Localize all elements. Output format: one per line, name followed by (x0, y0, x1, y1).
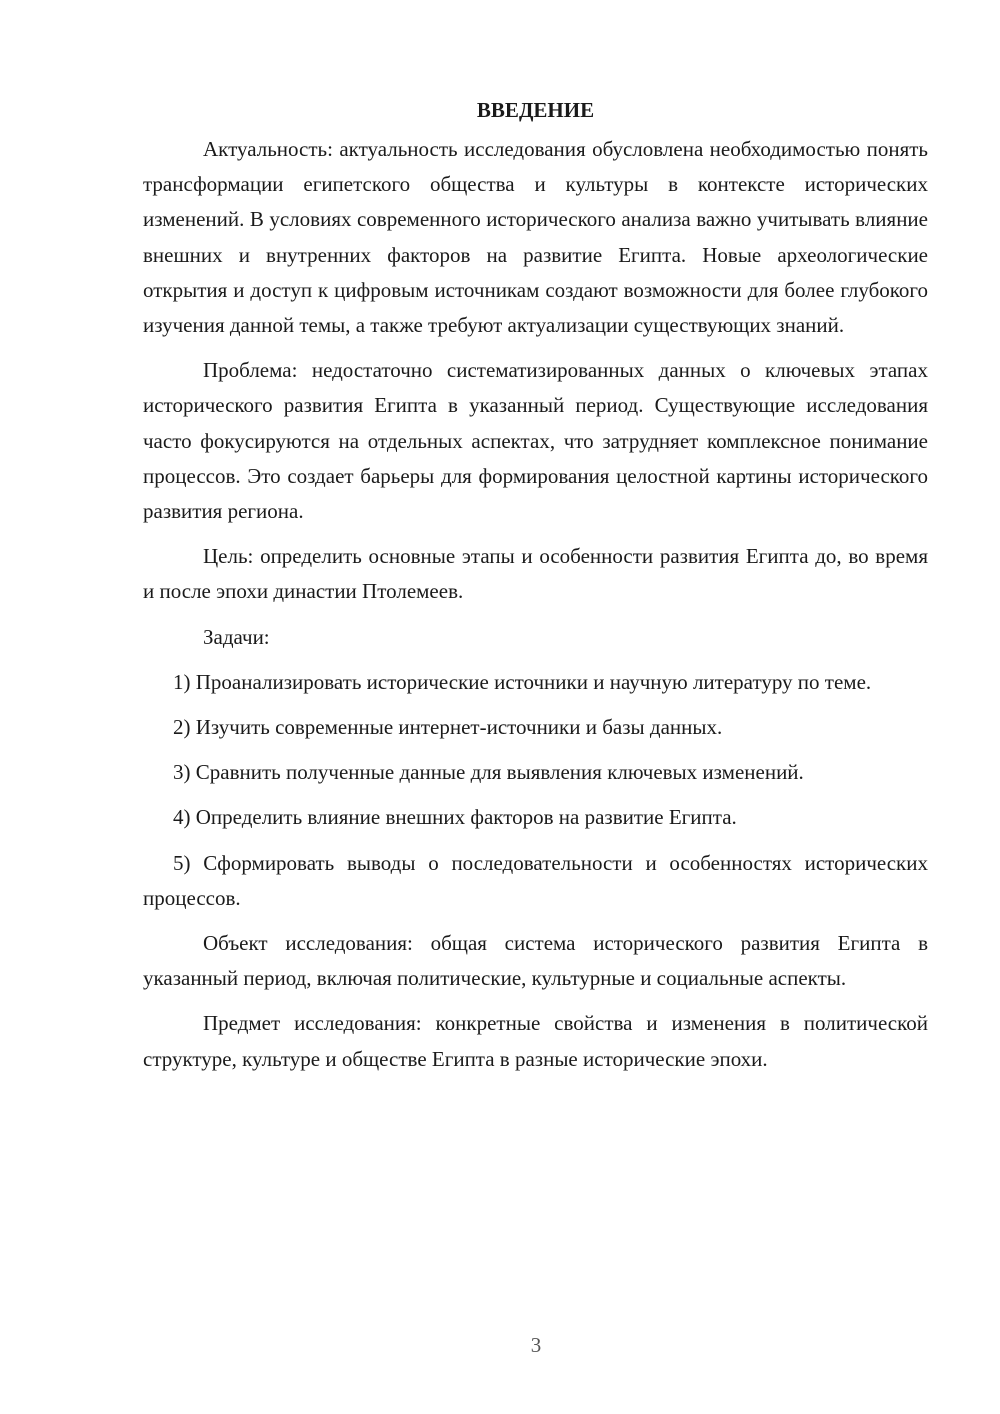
task-item-3: 3) Сравнить полученные данные для выявления ключевых изменений. (173, 760, 804, 785)
page-number: 3 (530, 1333, 542, 1357)
page-content (143, 93, 928, 1087)
relevance-paragraph: Актуальность: актуальность исследования обусловлена необходимостью понять трансформации египетского общества и культуры в контексте исторических изменений. В условиях современного исторического анализа важно учитывать влияние внешних и внутренних факторов на развитие Египта. Новые археологические открытия и доступ к цифровым источникам создают возможности для более глубокого изучения данной темы, а также требуют актуализации существующих знаний. (143, 137, 928, 338)
object-paragraph: Объект исследования: общая система исторического развития Египта в указанный период, включая политические, культурные и социальные аспекты. (143, 931, 928, 991)
task-item-2: 2) Изучить современные интернет-источники и базы данных. (173, 715, 723, 740)
section-title: ВВЕДЕНИЕ (476, 98, 595, 122)
task-item-1: 1) Проанализировать исторические источники и научную литературу по теме. (173, 669, 872, 694)
task-item-5: 5) Сформировать выводы о последовательности и особенностях исторических процессов. (143, 850, 928, 910)
problem-paragraph: Проблема: недостаточно систематизированных данных о ключевых этапах исторического развития Египта в указанный период. Существующие исследования часто фокусируются на отдельных аспектах, что затрудняет комплексное понимание процессов. Это создает барьеры для формирования целостной картины исторического развития региона. (143, 358, 928, 524)
goal-paragraph: Цель: определить основные этапы и особенности развития Египта до, во время и после эпохи династии Птолемеев. (143, 544, 928, 604)
subject-paragraph: Предмет исследования: конкретные свойства и изменения в политической структуре, культуре и обществе Египта в разные исторические эпохи. (143, 1011, 928, 1071)
tasks-heading: Задачи: (203, 624, 270, 649)
task-item-4: 4) Определить влияние внешних факторов на развитие Египта. (173, 805, 737, 830)
